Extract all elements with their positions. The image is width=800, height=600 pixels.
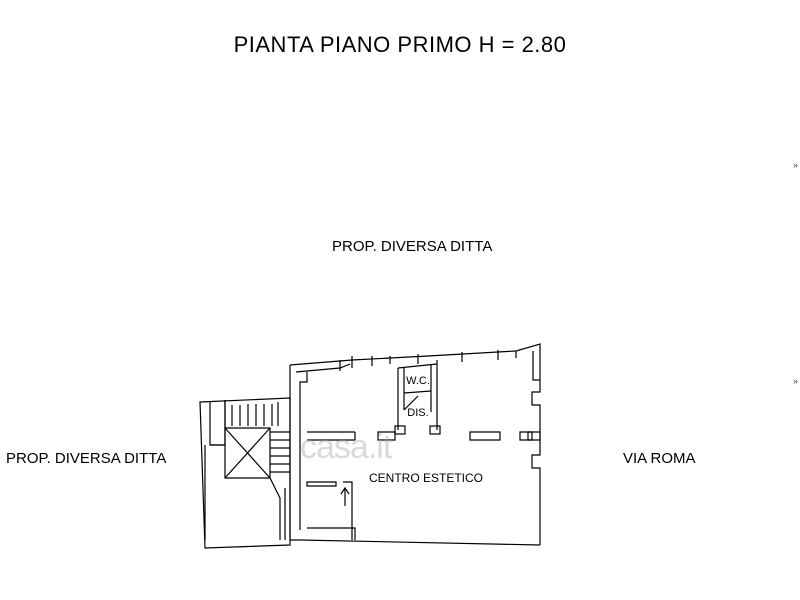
watermark-logo: casa.it	[300, 428, 392, 466]
left-neighbor-label: PROP. DIVERSA DITTA	[6, 450, 167, 467]
plan-title: PIANTA PIANO PRIMO H = 2.80	[233, 32, 567, 57]
top-neighbor-label: PROP. DIVERSA DITTA	[332, 238, 493, 255]
main-room-label: CENTRO ESTETICO	[368, 471, 484, 485]
wc-block	[395, 360, 440, 434]
edge-arrow-lower: »	[793, 376, 799, 386]
edge-arrow-upper: »	[793, 160, 799, 170]
entrance-arrow	[341, 488, 349, 506]
wc-label: W.C.	[406, 375, 430, 387]
stairwell	[200, 398, 290, 548]
facade-windows	[340, 350, 516, 371]
street-label: VIA ROMA	[623, 450, 696, 467]
dis-label: DIS.	[407, 407, 429, 419]
